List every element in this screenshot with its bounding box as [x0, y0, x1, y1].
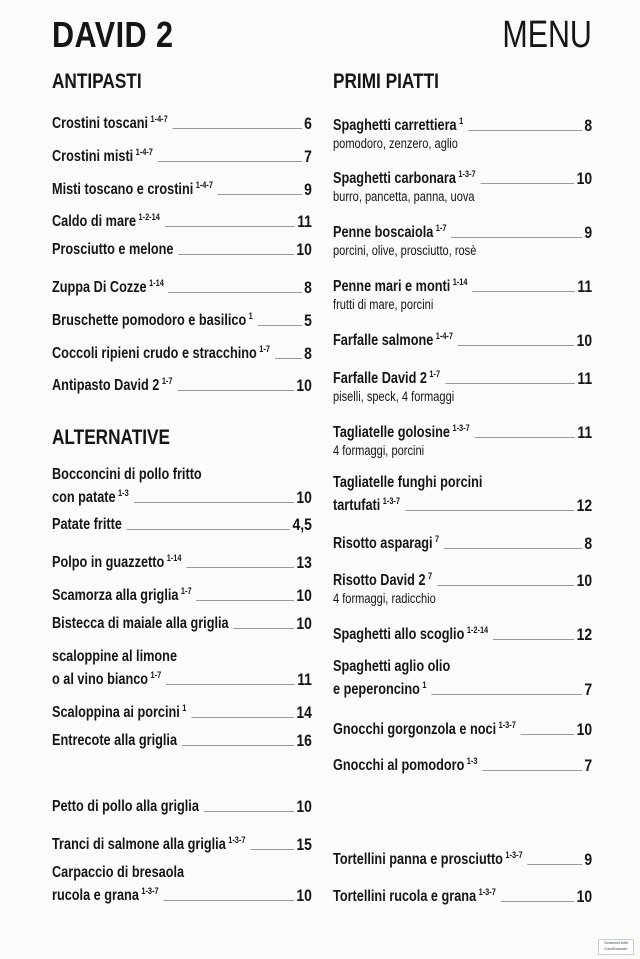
menu-item-row — [52, 208, 312, 231]
leader-line — [405, 510, 574, 511]
menu-item-price: 16 — [296, 731, 312, 750]
menu-item-description: 4 formaggi, radicchio — [333, 591, 436, 606]
menu-item-description: burro, pancetta, panna, uova — [333, 189, 475, 204]
leader-line — [521, 734, 574, 735]
menu-item-price: 15 — [296, 835, 312, 854]
menu-item — [333, 658, 592, 699]
menu-item-price: 6 — [304, 114, 312, 133]
menu-item — [52, 372, 312, 395]
menu-item-name-line: Petto di pollo alla griglia — [52, 798, 199, 815]
menu-item-name-line: Caldo di mare — [52, 213, 137, 230]
leader-line — [250, 849, 294, 850]
menu-item-name-line: scaloppine al limone — [52, 648, 178, 665]
leader-line — [191, 717, 294, 718]
menu-item-name — [52, 372, 172, 395]
menu-item-name — [333, 273, 467, 296]
leader-line — [169, 292, 302, 293]
menu-item-row — [52, 143, 312, 166]
menu-item-name-line: con patate — [52, 489, 116, 506]
menu-item-row — [52, 882, 312, 905]
menu-item-name — [52, 208, 160, 231]
allergen-codes: 1-3-7 — [382, 496, 401, 506]
menu-item-row — [333, 112, 592, 135]
menu-item-row — [333, 530, 592, 553]
menu-item — [52, 208, 312, 231]
menu-item-price: 10 — [576, 887, 593, 906]
menu-item-row — [333, 419, 592, 442]
menu-item-name — [333, 658, 450, 676]
menu-item — [333, 883, 592, 906]
menu-item-name — [52, 241, 173, 259]
menu-item-row — [333, 327, 592, 350]
menu-item — [333, 474, 592, 515]
allergen-codes: 1-7 — [435, 223, 447, 233]
menu-item-name — [333, 716, 516, 739]
menu-item-price: 9 — [584, 223, 593, 242]
menu-item-row — [52, 648, 312, 666]
menu-item — [52, 798, 312, 816]
menu-item-name-line: tartufati — [333, 497, 381, 514]
menu-item-row — [52, 176, 312, 199]
menu-item-name — [333, 676, 426, 699]
menu-item-row — [52, 798, 312, 816]
menu-item-name-line: Polpo in guazzetto — [52, 554, 165, 571]
leader-line — [451, 237, 582, 238]
menu-item-name — [333, 752, 477, 775]
watermark-text: Scanned with CamScanner — [603, 940, 628, 951]
menu-item — [333, 273, 592, 313]
menu-item-name-line: Risotto asparagi — [333, 535, 433, 552]
leader-line — [258, 325, 302, 326]
menu-item-price: 8 — [584, 534, 593, 553]
menu-item — [333, 716, 592, 739]
leader-line — [134, 502, 294, 503]
menu-item-name-line: Prosciutto e melone — [52, 241, 174, 258]
menu-item-row — [52, 582, 312, 605]
leader-line — [218, 194, 302, 195]
leader-line — [127, 529, 290, 530]
leader-line — [481, 183, 575, 184]
menu-item-row — [333, 658, 592, 676]
menu-item-name — [52, 340, 270, 363]
leader-line — [501, 901, 574, 902]
menu-item-price: 7 — [584, 680, 593, 699]
menu-item-name — [333, 883, 496, 906]
section-title-antipasti: ANTIPASTI — [52, 70, 142, 93]
menu-item-name-line: Crostini toscani — [52, 115, 149, 132]
menu-item-price: 7 — [584, 756, 593, 775]
menu-item-name — [333, 365, 440, 388]
menu-item-description: pomodoro, zenzero, aglio — [333, 136, 458, 151]
menu-item-row — [52, 732, 312, 750]
allergen-codes: 1-3-7 — [452, 423, 470, 433]
menu-item-row — [52, 484, 312, 507]
menu-item-name-line: Scaloppina ai porcini — [52, 704, 180, 721]
leader-line — [437, 585, 574, 586]
menu-item-name — [52, 798, 199, 816]
allergen-codes: 1-2-14 — [138, 212, 160, 222]
menu-item-row — [333, 883, 592, 906]
menu-item-name-line: Spaghetti aglio olio — [333, 658, 451, 675]
menu-item — [52, 549, 312, 572]
menu-item-price: 7 — [304, 147, 312, 166]
menu-item-row — [333, 567, 592, 590]
menu-item-row — [333, 716, 592, 739]
menu-item-price: 12 — [576, 496, 593, 515]
menu-item-name — [52, 864, 184, 882]
menu-item — [333, 621, 592, 644]
menu-item-price: 11 — [577, 369, 593, 388]
menu-item-description: 4 formaggi, porcini — [333, 443, 425, 458]
menu-title: MENU — [502, 14, 592, 56]
menu-item-name — [333, 474, 482, 492]
menu-item-name-line: Tortellini rucola e grana — [333, 888, 477, 905]
menu-item-price: 10 — [576, 169, 593, 188]
allergen-codes: 1-3 — [466, 756, 478, 766]
menu-item — [333, 419, 592, 459]
leader-line — [197, 600, 294, 601]
leader-line — [475, 437, 575, 438]
allergen-codes: 1-14 — [452, 277, 468, 287]
menu-item-name — [52, 615, 229, 633]
allergen-codes: 1-3-7 — [141, 886, 159, 896]
menu-item-price: 11 — [297, 670, 312, 689]
menu-item-name-line: Carpaccio di bresaola — [52, 864, 185, 881]
menu-item-name-line: Risotto David 2 — [333, 572, 426, 589]
menu-item-price: 11 — [577, 277, 593, 296]
menu-item-row — [333, 846, 592, 869]
menu-item-row — [52, 615, 312, 633]
allergen-codes: 1-3-7 — [505, 850, 523, 860]
camscanner-watermark — [598, 939, 634, 955]
menu-item-price: 10 — [296, 614, 312, 633]
menu-item-name — [52, 549, 181, 572]
menu-item — [333, 365, 592, 405]
menu-item-name — [333, 165, 476, 188]
allergen-codes: 1-14 — [149, 278, 164, 288]
menu-item-price: 9 — [584, 850, 593, 869]
menu-item-row — [52, 864, 312, 882]
menu-item — [52, 110, 312, 133]
menu-item-price: 10 — [296, 376, 312, 395]
menu-item-name-line: Spaghetti carbonara — [333, 170, 456, 187]
menu-item-name-line: Bruschette pomodoro e basilico — [52, 312, 247, 329]
menu-item-name — [333, 112, 463, 135]
allergen-codes: 1-7 — [429, 369, 441, 379]
menu-item-name-line: Farfalle salmone — [333, 332, 434, 349]
menu-item-name — [52, 484, 129, 507]
leader-line — [528, 864, 582, 865]
menu-item-row — [52, 372, 312, 395]
menu-item-name-line: Tortellini panna e prosciutto — [333, 851, 503, 868]
menu-item-name — [333, 219, 446, 242]
leader-line — [275, 358, 302, 359]
menu-item — [52, 831, 312, 854]
menu-item-row — [52, 307, 312, 330]
menu-item-name-line: Tagliatelle golosine — [333, 424, 451, 441]
menu-item — [52, 274, 312, 297]
menu-item-name-line: Zuppa Di Cozze — [52, 279, 147, 296]
leader-line — [444, 548, 582, 549]
menu-item-name — [52, 648, 177, 666]
menu-item-name — [52, 582, 192, 605]
menu-item — [52, 466, 312, 507]
menu-item-name — [52, 466, 202, 484]
menu-item-name — [52, 110, 168, 133]
leader-line — [165, 226, 295, 227]
leader-line — [177, 390, 294, 391]
menu-item-row — [52, 516, 312, 534]
allergen-codes: 7 — [427, 571, 433, 581]
allergen-codes: 1 — [248, 311, 253, 321]
menu-item — [52, 516, 312, 534]
allergen-codes: 1-2-14 — [466, 625, 489, 635]
allergen-codes: 1-4-7 — [435, 331, 454, 341]
menu-item-row — [52, 831, 312, 854]
menu-item-price: 8 — [584, 116, 593, 135]
leader-line — [158, 161, 302, 162]
menu-item — [52, 241, 312, 259]
menu-item-price: 11 — [297, 212, 312, 231]
leader-line — [468, 130, 582, 131]
menu-item-name-line: rucola e grana — [52, 887, 139, 904]
menu-item-price: 5 — [304, 311, 312, 330]
menu-item-price: 10 — [296, 586, 312, 605]
section-title-primi-piatti: PRIMI PIATTI — [333, 70, 439, 93]
menu-item — [333, 165, 592, 205]
leader-line — [431, 694, 582, 695]
menu-item-price: 11 — [577, 423, 593, 442]
menu-item-row — [52, 241, 312, 259]
menu-item-name — [52, 666, 161, 689]
menu-item-name — [52, 274, 164, 297]
menu-item-name-line: Antipasto David 2 — [52, 377, 160, 394]
menu-item-price: 12 — [576, 625, 593, 644]
menu-item — [333, 112, 592, 152]
menu-item-name-line: Farfalle David 2 — [333, 370, 427, 387]
menu-item-name-line: Tagliatelle funghi porcini — [333, 474, 483, 491]
menu-item-name-line: Gnocchi gorgonzola e noci — [333, 721, 497, 738]
leader-line — [482, 770, 582, 771]
menu-item — [333, 752, 592, 775]
leader-line — [458, 345, 574, 346]
leader-line — [493, 639, 574, 640]
menu-item-row — [52, 340, 312, 363]
menu-item-price: 13 — [296, 553, 312, 572]
allergen-codes: 1-7 — [180, 586, 192, 596]
menu-item-row — [52, 274, 312, 297]
allergen-codes: 1-14 — [166, 553, 182, 563]
menu-item-price: 8 — [304, 278, 312, 297]
menu-item-price: 9 — [304, 180, 312, 199]
menu-item — [333, 530, 592, 553]
menu-item-row — [52, 549, 312, 572]
menu-item-name — [52, 143, 153, 166]
menu-item-name-line: Gnocchi al pomodoro — [333, 757, 465, 774]
menu-item — [52, 648, 312, 689]
menu-item-price: 10 — [296, 797, 312, 816]
leader-line — [186, 567, 294, 568]
menu-item-name-line: Penne mari e monti — [333, 278, 451, 295]
allergen-codes: 1-4-7 — [195, 180, 213, 190]
menu-item-row — [333, 492, 592, 515]
allergen-codes: 1 — [459, 116, 464, 126]
leader-line — [204, 811, 294, 812]
allergen-codes: 1-4-7 — [135, 147, 153, 157]
menu-item-name — [52, 176, 213, 199]
menu-item — [52, 615, 312, 633]
menu-item-price: 10 — [576, 571, 593, 590]
allergen-codes: 1-4-7 — [150, 114, 168, 124]
menu-item-name-line: Crostini misti — [52, 148, 134, 165]
menu-item — [333, 567, 592, 607]
menu-item-name-line: Spaghetti carrettiera — [333, 117, 457, 134]
menu-item-name-line: Tranci di salmone alla griglia — [52, 836, 226, 853]
menu-item-name-line: Penne boscaiola — [333, 224, 434, 241]
menu-item-row — [52, 110, 312, 133]
menu-item-row — [52, 466, 312, 484]
menu-item-price: 10 — [576, 720, 593, 739]
menu-item-price: 10 — [296, 240, 312, 259]
menu-item-row — [333, 219, 592, 242]
menu-item — [333, 846, 592, 869]
menu-item-name-line: Coccoli ripieni crudo e stracchino — [52, 345, 257, 362]
menu-item-price: 4,5 — [292, 515, 312, 534]
menu-item — [52, 732, 312, 750]
leader-line — [182, 745, 294, 746]
menu-item-name — [333, 530, 439, 553]
menu-item-name-line: Entrecote alla griglia — [52, 732, 178, 749]
allergen-codes: 1-7 — [150, 670, 162, 680]
menu-item-name-line: e peperoncino — [333, 681, 420, 698]
menu-item-name — [52, 882, 159, 905]
menu-item-name-line: Bistecca di maiale alla griglia — [52, 615, 229, 632]
menu-item-row — [333, 676, 592, 699]
allergen-codes: 1-3-7 — [228, 835, 246, 845]
allergen-codes: 1-3 — [118, 488, 129, 498]
menu-item-name — [52, 831, 245, 854]
menu-item-name — [333, 492, 400, 515]
menu-item-name-line: Scamorza alla griglia — [52, 587, 179, 604]
menu-item-price: 10 — [296, 886, 312, 905]
menu-item-row — [333, 165, 592, 188]
menu-item-price: 10 — [576, 331, 593, 350]
menu-item-description: piselli, speck, 4 formaggi — [333, 389, 455, 404]
menu-item-name — [333, 567, 432, 590]
menu-item-price: 8 — [304, 344, 312, 363]
leader-line — [164, 900, 294, 901]
menu-item-name-line: Misti toscano e crostini — [52, 181, 194, 198]
menu-item-name — [333, 621, 488, 644]
section-title-alternative: ALTERNATIVE — [52, 426, 170, 449]
menu-item-row — [333, 273, 592, 296]
menu-item-row — [333, 621, 592, 644]
menu-item-name-line: Patate fritte — [52, 516, 122, 533]
menu-item — [52, 176, 312, 199]
menu-item-name — [333, 327, 453, 350]
allergen-codes: 1 — [422, 680, 427, 690]
allergen-codes: 1-7 — [161, 376, 173, 386]
leader-line — [234, 628, 294, 629]
menu-item-name — [52, 516, 122, 534]
menu-item-name — [52, 699, 186, 722]
menu-item-name — [52, 307, 253, 330]
menu-item-price: 10 — [296, 488, 312, 507]
menu-item-name — [333, 419, 470, 442]
menu-item-row — [333, 474, 592, 492]
allergen-codes: 1-3-7 — [458, 169, 476, 179]
menu-item — [52, 582, 312, 605]
menu-item-name — [52, 732, 177, 750]
menu-item-name-line: Bocconcini di pollo fritto — [52, 466, 202, 483]
menu-item-price: 14 — [296, 703, 312, 722]
menu-item — [52, 307, 312, 330]
menu-item-name — [333, 846, 523, 869]
allergen-codes: 1 — [182, 703, 187, 713]
menu-item-name-line: o al vino bianco — [52, 671, 149, 688]
leader-line — [472, 291, 575, 292]
menu-item-row — [333, 752, 592, 775]
menu-item — [333, 219, 592, 259]
menu-item — [52, 699, 312, 722]
leader-line — [166, 684, 295, 685]
menu-item-row — [52, 699, 312, 722]
allergen-codes: 7 — [435, 534, 440, 544]
restaurant-name: DAVID 2 — [52, 14, 174, 55]
allergen-codes: 1-7 — [259, 344, 270, 354]
allergen-codes: 1-3-7 — [498, 720, 516, 730]
menu-item-row — [52, 666, 312, 689]
menu-item-description: frutti di mare, porcini — [333, 297, 434, 312]
leader-line — [173, 128, 302, 129]
menu-item-name-line: Spaghetti allo scoglio — [333, 626, 465, 643]
menu-item — [52, 340, 312, 363]
menu-item — [52, 864, 312, 905]
leader-line — [445, 383, 575, 384]
menu-item — [333, 327, 592, 350]
leader-line — [178, 254, 294, 255]
menu-item — [52, 143, 312, 166]
menu-item-row — [333, 365, 592, 388]
menu-item-description: porcini, olive, prosciutto, rosè — [333, 243, 477, 258]
allergen-codes: 1-3-7 — [478, 887, 496, 897]
